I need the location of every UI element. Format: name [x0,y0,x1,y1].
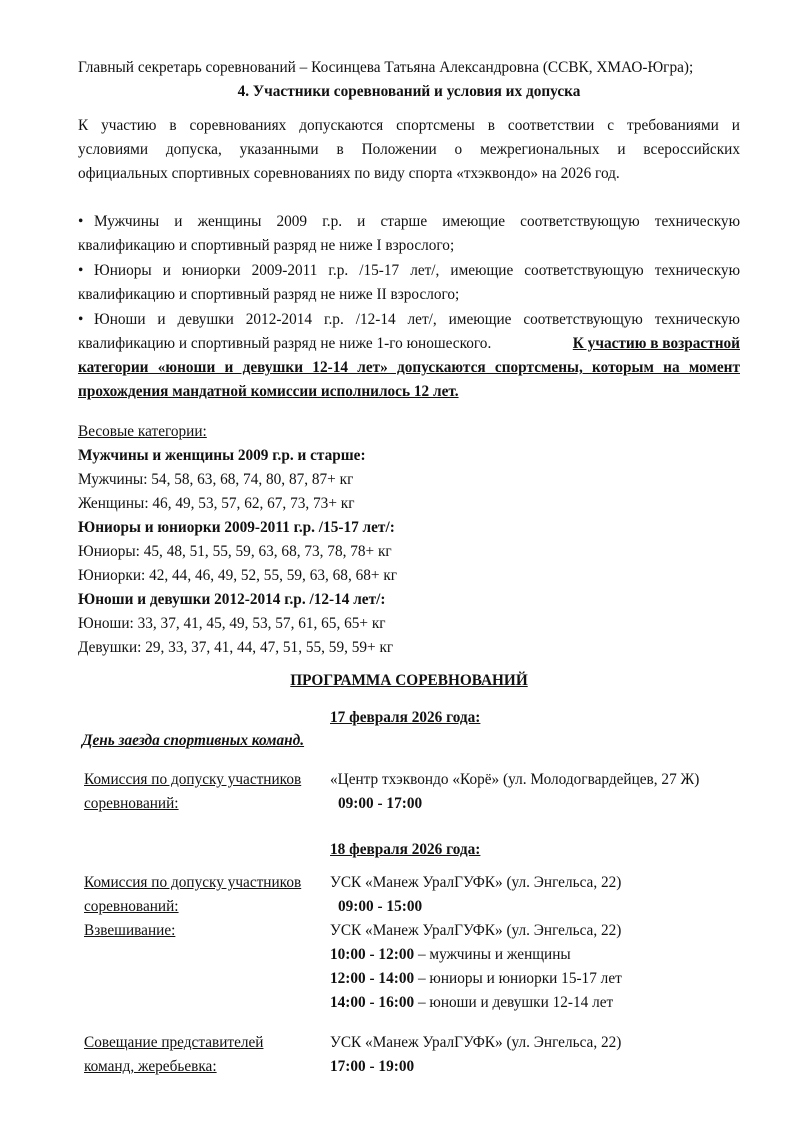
weighin-slot-youth-time: 14:00 - 16:00 [330,994,415,1011]
weighin-slot-youth [330,991,613,1015]
intro-line-1: К участию в соревнованиях допускаются спортсмены в соответствии с требованиями и [78,117,740,134]
weighin-slot-youth-group: – юноши и девушки 12-14 лет [414,994,614,1011]
chief-secretary-line: Главный секретарь соревнований – Косинцева Татьяна Александровна (ССВК, ХМАО-Югра); [78,59,694,76]
day1-date: 17 февраля 2026 года: [330,709,481,726]
bullet-juniors [78,259,740,283]
bullet-youth-line-2 [78,332,740,356]
bullet-youth-requirement-start: К участию в возрастной [572,335,740,352]
weighin-label: Взвешивание: [84,922,176,939]
junior-women-weights: Юниорки: 42, 44, 46, 49, 52, 55, 59, 63, 68, 68+ кг [78,567,398,584]
women-weights: Женщины: 46, 49, 53, 57, 62, 67, 73, 73+ кг [78,495,355,512]
bullet-adults-line-2: квалификацию и спортивный разряд не ниже I взрослого; [78,237,455,254]
weighin-slot-adults [330,943,571,967]
weighin-slot-juniors-time: 12:00 - 14:00 [330,970,415,987]
juniors-weight-title: Юниоры и юниорки 2009-2011 г.р. /15-17 лет/: [78,519,395,536]
bullet-youth-line-1: Юноши и девушки 2012-2014 г.р. /12-14 лет/, имеющие соответствующую техническую [94,311,740,328]
weight-categories-title: Весовые категории: [78,423,207,440]
day2-time-3: 17:00 - 19:00 [330,1058,415,1075]
day2-commission-label-2: соревнований: [84,898,179,915]
weighin-slot-juniors [330,967,622,991]
bullet-youth-requirement-line-4: прохождения мандатной комиссии исполнилось 12 лет. [78,383,459,400]
junior-men-weights: Юниоры: 45, 48, 51, 55, 59, 63, 68, 73, 78, 78+ кг [78,543,392,560]
bullet-marker: • [78,262,84,279]
youth-weight-title: Юноши и девушки 2012-2014 г.р. /12-14 лет/: [78,591,386,608]
men-weights: Мужчины: 54, 58, 63, 68, 74, 80, 87, 87+ кг [78,471,354,488]
intro-line-3: официальных спортивных соревнованиях по виду спорта «тхэквондо» на 2026 год. [78,165,620,182]
weighin-slot-juniors-group: – юниоры и юниорки 15-17 лет [414,970,622,987]
day1-arrival: День заезда спортивных команд. [82,732,305,749]
bullet-marker: • [78,213,84,230]
bullet-youth-line-2-text: квалификацию и спортивный разряд не ниже 1-го юношеского. [78,335,492,352]
day2-time-1: 09:00 - 15:00 [338,898,423,915]
adults-weight-title: Мужчины и женщины 2009 г.р. и старше: [78,447,366,464]
bullet-marker: • [78,311,84,328]
day2-date: 18 февраля 2026 года: [330,841,481,858]
weighin-slot-adults-group: – мужчины и женщины [414,946,571,963]
bullet-juniors-line-1: Юниоры и юниорки 2009-2011 г.р. /15-17 лет/, имеющие соответствующую техническую [94,262,740,279]
program-title: ПРОГРАММА СОРЕВНОВАНИЙ [290,672,528,689]
meeting-label-2: команд, жеребьевка: [84,1058,217,1075]
weighin-slot-adults-time: 10:00 - 12:00 [330,946,415,963]
day2-commission-label-1: Комиссия по допуску участников [84,874,302,891]
bullet-juniors-line-2: квалификацию и спортивный разряд не ниже II взрослого; [78,286,460,303]
day1-commission-label-2: соревнований: [84,795,179,812]
meeting-label-1: Совещание представителей [84,1034,264,1051]
bullet-adults [78,210,740,234]
day2-place-2: УСК «Манеж УралГУФК» (ул. Энгельса, 22) [330,922,622,939]
bullet-youth-requirement-line-3: категории «юноши и девушки 12-14 лет» допускаются спортсмены, которым на момент [78,359,740,376]
bullet-youth [78,308,740,332]
bullet-adults-line-1: Мужчины и женщины 2009 г.р. и старше имеющие соответствующую техническую [94,213,740,230]
day2-place-1: УСК «Манеж УралГУФК» (ул. Энгельса, 22) [330,874,622,891]
intro-line-2: условиями допуска, указанными в Положении о межрегиональных и всероссийских [78,141,740,158]
day2-place-3: УСК «Манеж УралГУФК» (ул. Энгельса, 22) [330,1034,622,1051]
day1-commission-label-1: Комиссия по допуску участников [84,771,302,788]
day1-place: «Центр тхэквондо «Корё» (ул. Молодогвардейцев, 27 Ж) [330,771,700,788]
day1-time: 09:00 - 17:00 [338,795,423,812]
section-4-title: 4. Участники соревнований и условия их допуска [237,83,581,100]
girls-weights: Девушки: 29, 33, 37, 41, 44, 47, 51, 55, 59, 59+ кг [78,639,394,656]
boys-weights: Юноши: 33, 37, 41, 45, 49, 53, 57, 61, 65, 65+ кг [78,615,386,632]
